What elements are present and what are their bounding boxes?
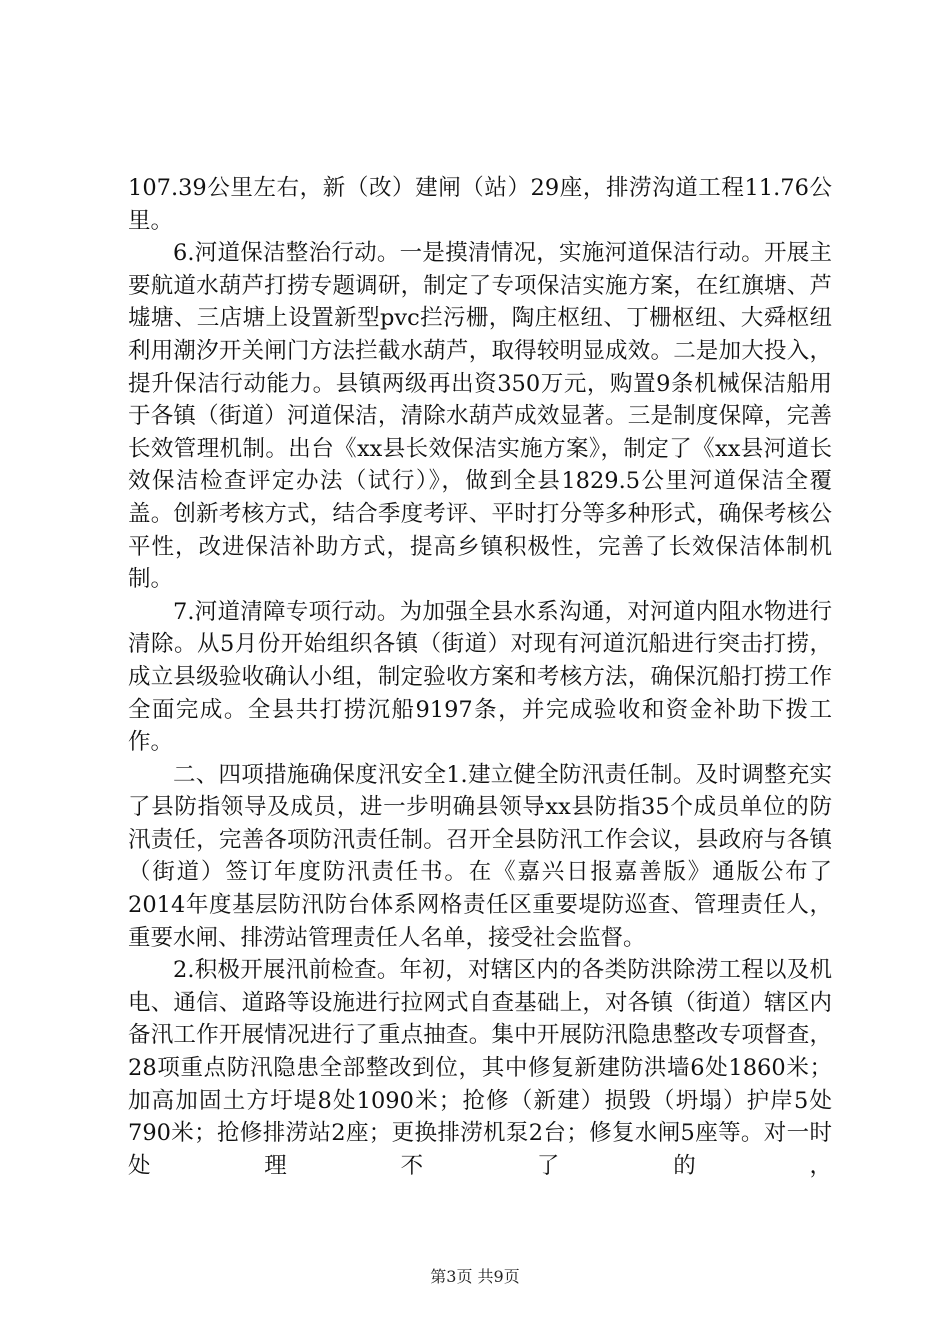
paragraph-flood-responsibility: 二、四项措施确保度汛安全1.建立健全防汛责任制。及时调整充实了县防指领导及成员，进一步明确县领导xx县防指35个成员单位的防汛责任，完善各项防汛责任制。召开全县防汛工作会议，县政府与各镇（街道）签订年度防汛责任书。在《嘉兴日报嘉善版》通版公布了2014年度基层防汛防台体系网格责任区重要堤防巡查、管理责任人，重要水闸、排涝站管理责任人名单，接受社会监督。 — [128, 761, 832, 951]
paragraph-obstacle-clearing: 7.河道清障专项行动。为加强全县水系沟通，对河道内阻水物进行清除。从5月份开始组织各镇（街道）对现有河道沉船进行突击打捞，成立县级验收确认小组，制定验收方案和考核方法，确保沉船打捞工作全面完成。全县共打捞沉船9197条，并完成验收和资金补助下拨工作。 — [128, 598, 832, 756]
page-number-footer: 第3页 共9页 — [430, 1267, 520, 1286]
paragraph-continuation: 107.39公里左右，新（改）建闸（站）29座，排涝沟道工程11.76公里。 — [128, 175, 832, 234]
paragraph-pre-flood-inspection: 2.积极开展汛前检查。年初，对辖区内的各类防洪除涝工程以及机电、通信、道路等设施进行拉网式自查基础上，对各镇（街道）辖区内备汛工作开展情况进行了重点抽查。集中开展防汛隐患整改专项督查，28项重点防汛隐患全部整改到位，其中修复新建防洪墙6处1860米；加高加固土方圩堤8处1090米；抢修（新建）损毁（坍塌）护岸5处790米；抢修排涝站2座；更换排涝机泵2台；修复水闸5座等。对一时处理不了的， — [128, 957, 832, 1179]
paragraph-river-cleaning: 6.河道保洁整治行动。一是摸清情况，实施河道保洁行动。开展主要航道水葫芦打捞专题调研，制定了专项保洁实施方案，在红旗塘、芦墟塘、三店塘上设置新型pvc拦污栅，陶庄枢纽、丁栅枢纽、大舜枢纽利用潮汐开关闸门方法拦截水葫芦，取得较明显成效。二是加大投入，提升保洁行动能力。县镇两级再出资350万元，购置9条机械保洁船用于各镇（街道）河道保洁，清除水葫芦成效显著。三是制度保障，完善长效管理机制。出台《xx县长效保洁实施方案》，制定了《xx县河道长效保洁检查评定办法（试行）》，做到全县1829.5公里河道保洁全覆盖。创新考核方式，结合季度考评、平时打分等多种形式，确保考核公平性，改进保洁补助方式，提高乡镇积极性，完善了长效保洁体制机制。 — [128, 240, 832, 593]
document-body — [128, 172, 832, 1182]
